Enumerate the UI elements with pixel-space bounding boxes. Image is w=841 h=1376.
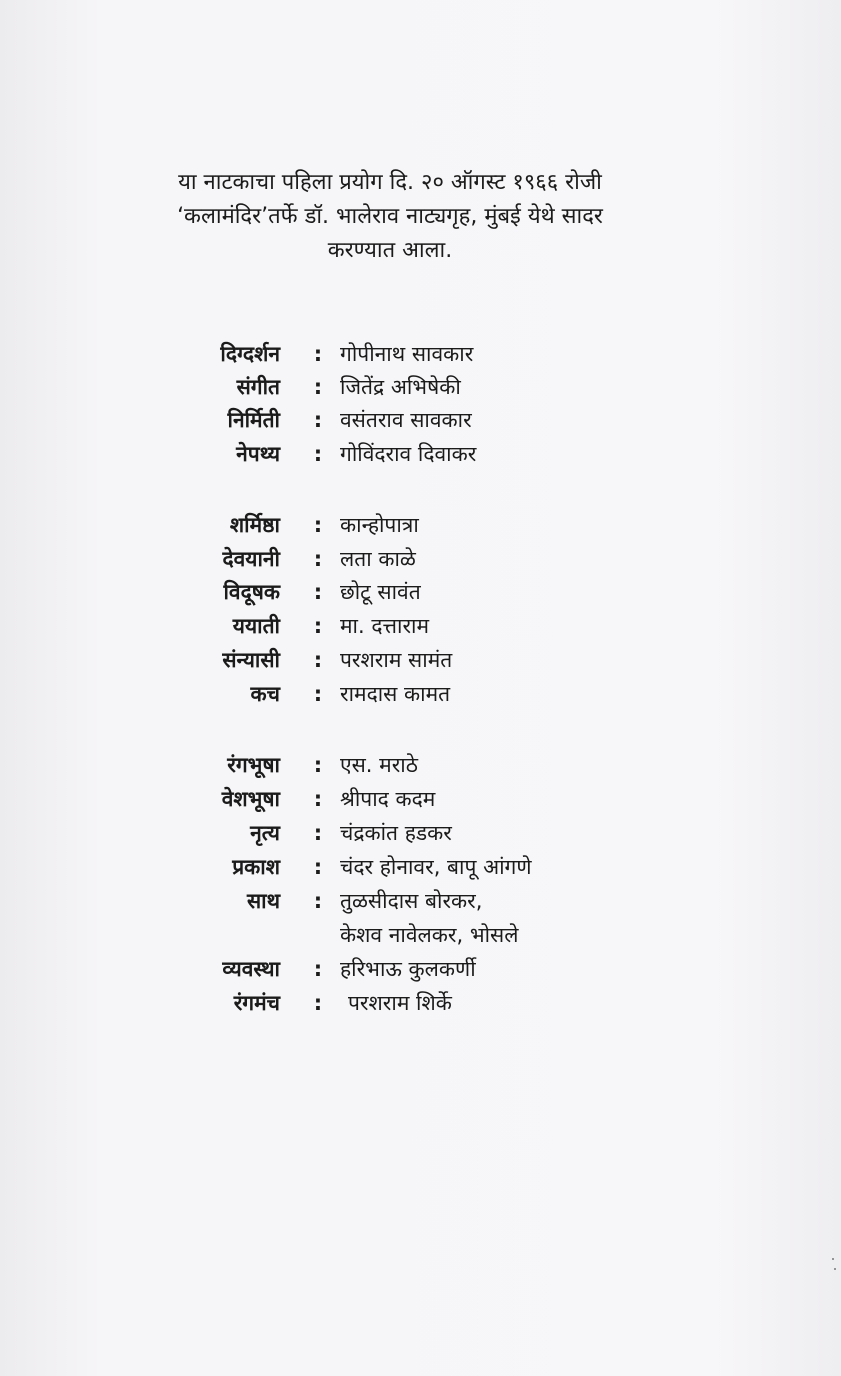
credit-role: दिग्दर्शन: [220, 342, 280, 366]
credit-separator: :: [313, 957, 323, 981]
credit-role: निर्मिती: [227, 408, 280, 432]
cast-row: [0, 543, 841, 575]
credit-separator: :: [313, 375, 323, 399]
credit-name: परशराम शिर्के: [348, 991, 452, 1015]
credit-role: व्यवस्था: [222, 957, 280, 981]
credit-name: गोपीनाथ सावकार: [340, 342, 474, 366]
credit-name: एस. मराठे: [340, 753, 418, 777]
cast-row: [0, 509, 841, 541]
credit-separator: :: [313, 753, 323, 777]
cast-row: [0, 576, 841, 608]
credit-role: साथ: [246, 889, 280, 913]
credit-separator: :: [313, 889, 323, 913]
credit-row: [0, 817, 841, 849]
paper-speck: [832, 1258, 834, 1260]
character-name: ययाती: [232, 614, 280, 638]
actor-name: परशराम सामंत: [340, 648, 453, 672]
credit-name: चंदर होनावर, बापू आंगणे: [340, 855, 532, 879]
credit-name: हरिभाऊ कुलकर्णी: [340, 957, 476, 981]
credit-separator: :: [313, 547, 323, 571]
credit-separator: :: [313, 408, 323, 432]
credit-separator: :: [313, 991, 323, 1015]
credit-row: [0, 885, 841, 917]
credit-name: श्रीपाद कदम: [340, 787, 436, 811]
credit-row: [0, 438, 841, 470]
actor-name: छोटू सावंत: [340, 580, 421, 604]
actor-name: रामदास कामत: [340, 682, 451, 706]
credit-separator: :: [313, 580, 323, 604]
credit-separator: :: [313, 821, 323, 845]
credit-row: [0, 338, 841, 370]
premiere-note-line: ‘कलामंदिर’तर्फे डॉ. भालेराव नाट्यगृह, मुंबई येथे सादर: [177, 204, 603, 229]
premiere-note: [120, 166, 660, 268]
character-name: संन्यासी: [222, 648, 280, 672]
cast-row: [0, 644, 841, 676]
actor-name: लता काळे: [340, 547, 416, 571]
credit-separator: :: [313, 787, 323, 811]
actor-name: कान्होपात्रा: [340, 513, 419, 537]
credit-role: नृत्य: [250, 821, 280, 845]
credit-role: रंगमंच: [233, 991, 280, 1015]
credit-role: रंगभूषा: [227, 753, 280, 777]
credit-row: [0, 987, 841, 1019]
credit-row: [0, 851, 841, 883]
credit-separator: :: [313, 648, 323, 672]
premiere-note-line: करण्यात आला.: [327, 238, 453, 263]
credit-row-continuation: [0, 919, 841, 951]
credit-separator: :: [313, 342, 323, 366]
actor-name: मा. दत्ताराम: [340, 614, 430, 638]
credit-role: संगीत: [236, 375, 280, 399]
paper-speck: [834, 1268, 836, 1270]
credit-separator: :: [313, 442, 323, 466]
credit-name: तुळसीदास बोरकर,: [340, 889, 483, 913]
cast-row: [0, 610, 841, 642]
credit-name: चंद्रकांत हडकर: [340, 821, 452, 845]
credit-row: [0, 749, 841, 781]
character-name: कच: [250, 682, 280, 706]
credit-name: गोविंदराव दिवाकर: [340, 442, 477, 466]
premiere-note-line: या नाटकाचा पहिला प्रयोग दि. २० ऑगस्ट १९६६ रोजी: [178, 170, 602, 195]
credit-separator: :: [313, 513, 323, 537]
credit-row: [0, 371, 841, 403]
credit-separator: :: [313, 855, 323, 879]
character-name: विदूषक: [223, 580, 280, 604]
credit-row: [0, 953, 841, 985]
credit-row: [0, 404, 841, 436]
credit-row: [0, 783, 841, 815]
character-name: शर्मिष्ठा: [229, 513, 280, 537]
character-name: देवयानी: [222, 547, 280, 571]
credit-separator: :: [313, 614, 323, 638]
credit-name: वसंतराव सावकार: [340, 408, 472, 432]
cast-row: [0, 678, 841, 710]
credit-name: जितेंद्र अभिषेकी: [340, 375, 461, 399]
credit-separator: :: [313, 682, 323, 706]
credit-name: केशव नावेलकर, भोसले: [340, 923, 519, 947]
credit-role: प्रकाश: [232, 855, 280, 879]
credit-role: वेशभूषा: [221, 787, 280, 811]
credit-role: नेपथ्य: [236, 442, 280, 466]
